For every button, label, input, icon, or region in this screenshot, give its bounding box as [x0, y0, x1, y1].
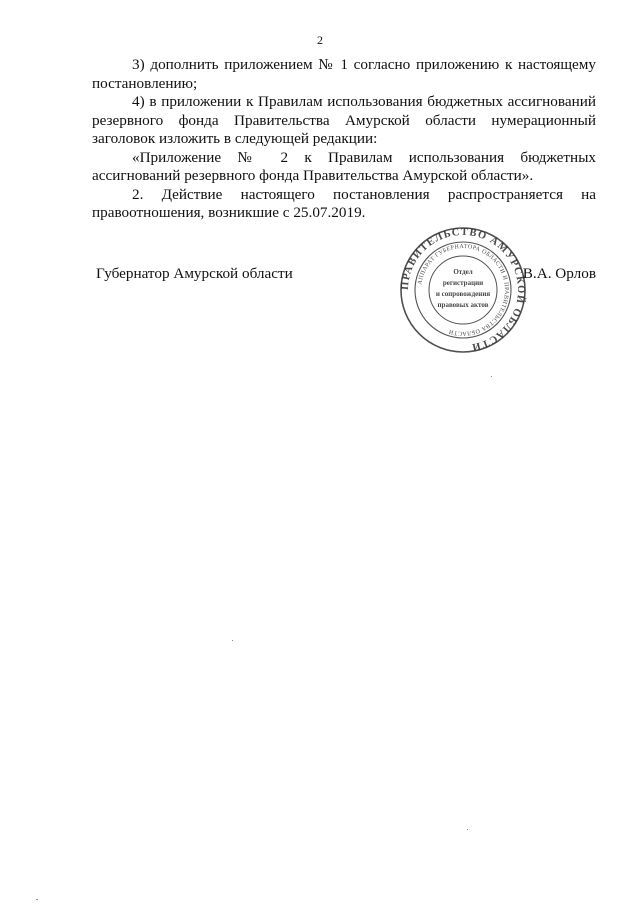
paragraph-quote: «Приложение № 2 к Правилам использования бюджетных ассигнований резервного фонда Правительства Амурской области». [92, 148, 596, 184]
paragraph-item-4: 4) в приложении к Правилам использования бюджетных ассигнований резервного фонда Правительства Амурской области нумерационный заголовок изложить в следующей редакции: [92, 93, 596, 147]
governor-title: Губернатор Амурской области [96, 265, 293, 282]
scan-speck [467, 829, 468, 830]
page-number: 2 [317, 33, 323, 47]
stamp-outer-text: ПРАВИТЕЛЬСТВО АМУРСКОЙ ОБЛАСТИ [399, 226, 527, 353]
governor-name: В.А. Орлов [522, 265, 596, 282]
stamp-center-line-3: и сопровождения [435, 290, 491, 298]
document-body [92, 56, 596, 223]
stamp-center-line-4: правовых актов [437, 301, 489, 309]
scan-speck [491, 376, 492, 377]
paragraph-item-3: 3) дополнить приложением № 1 согласно приложению к настоящему постановлению; [92, 56, 596, 92]
scan-speck [36, 899, 38, 900]
paragraph-effect-clause: 2. Действие настоящего постановления распространяется на правоотношения, возникшие с 25.07.2019. [92, 185, 596, 221]
scan-speck [232, 640, 233, 641]
stamp-center-line-2: регистрации [442, 279, 484, 287]
official-stamp [398, 225, 528, 355]
stamp-middle-text: АППАРАТ ГУБЕРНАТОРА ОБЛАСТИ И ПРАВИТЕЛЬСТВА ОБЛАСТИ [417, 243, 510, 337]
stamp-center-line-1: Отдел [453, 268, 473, 276]
